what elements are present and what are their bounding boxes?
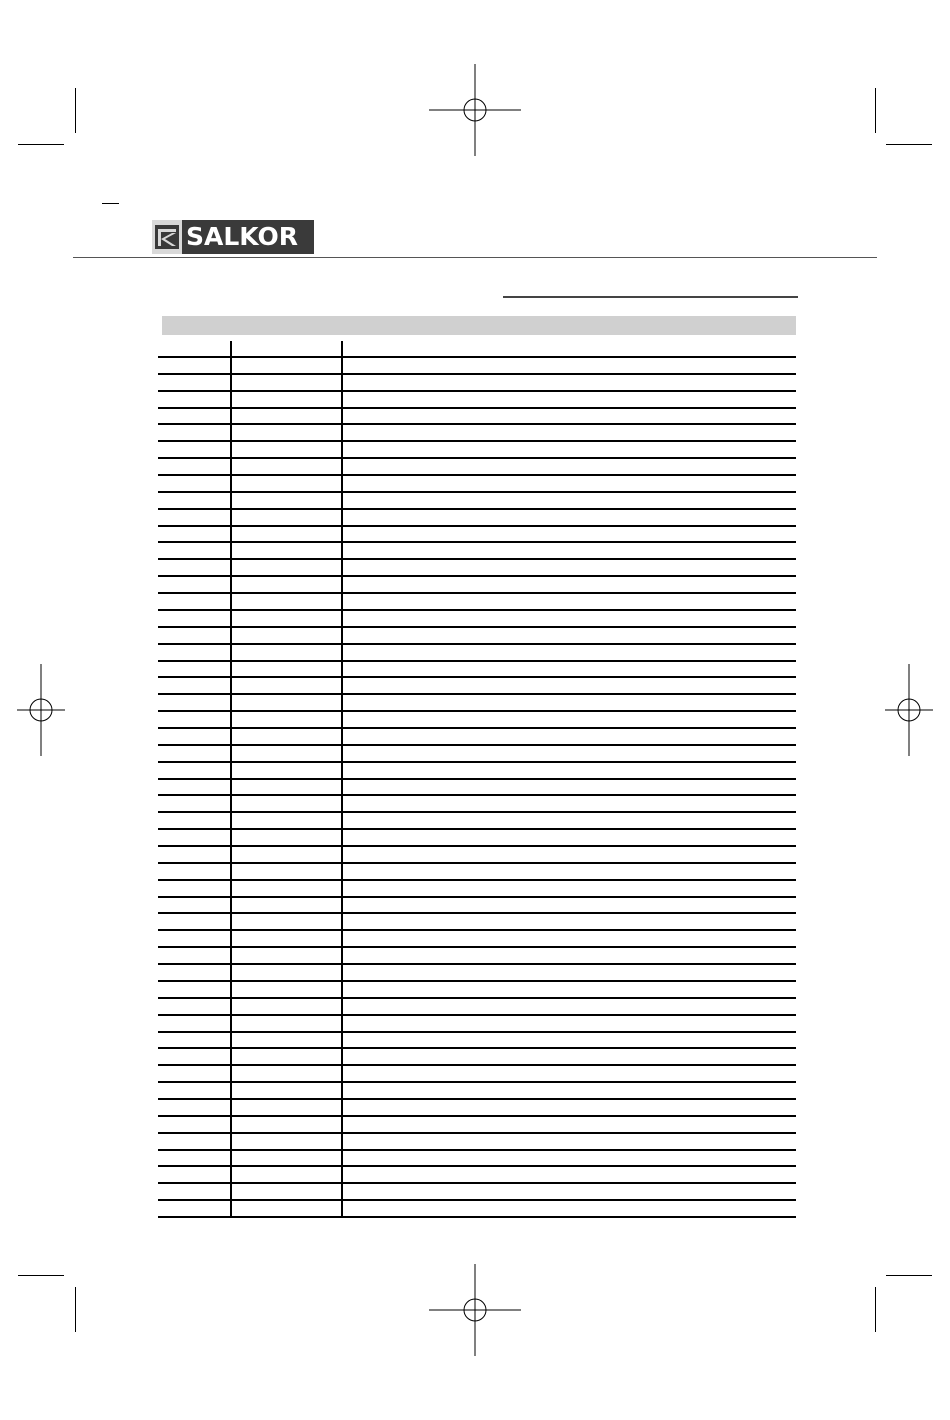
table-row <box>158 693 796 695</box>
table-row <box>158 1132 796 1134</box>
header-rule <box>73 257 877 258</box>
brand-logo-text: SALKOR <box>186 222 299 251</box>
table-row <box>158 390 796 392</box>
table-row <box>158 946 796 948</box>
table-row <box>158 963 796 965</box>
table-row <box>158 1199 796 1201</box>
table-row <box>158 1115 796 1117</box>
table-row <box>158 558 796 560</box>
table-row <box>158 609 796 611</box>
table-row <box>158 491 796 493</box>
registration-target-top-icon <box>429 64 521 156</box>
table-row <box>158 912 796 914</box>
salkor-logo-mark-icon <box>152 220 182 254</box>
crop-mark-top-right-horizontal <box>886 144 932 145</box>
table-row <box>158 1165 796 1167</box>
table-row <box>158 592 796 594</box>
table-row <box>158 1098 796 1100</box>
table-row <box>158 710 796 712</box>
table-row <box>158 676 796 678</box>
section-title-underline <box>503 296 798 298</box>
table-row <box>158 1081 796 1083</box>
table-row <box>158 407 796 409</box>
registration-target-left-icon <box>0 664 87 756</box>
table-row <box>158 457 796 459</box>
crop-mark-bottom-left-vertical <box>75 1287 76 1332</box>
table-row <box>158 845 796 847</box>
table-row <box>158 373 796 375</box>
table-row <box>158 778 796 780</box>
table-row <box>158 794 796 796</box>
table-row <box>158 862 796 864</box>
table-row <box>158 541 796 543</box>
table-row <box>158 1149 796 1151</box>
table-header-bar <box>162 316 796 335</box>
table-row <box>158 811 796 813</box>
table-row <box>158 896 796 898</box>
table-row <box>158 1064 796 1066</box>
table-row <box>158 575 796 577</box>
crop-mark-top-right-vertical <box>875 88 876 133</box>
table-row <box>158 1047 796 1049</box>
crop-mark-bottom-right-horizontal <box>886 1275 932 1276</box>
table-row <box>158 1216 796 1218</box>
crop-mark-bottom-left-horizontal <box>18 1275 64 1276</box>
table-row <box>158 356 796 358</box>
table-row <box>158 474 796 476</box>
table-row <box>158 828 796 830</box>
table-row <box>158 929 796 931</box>
crop-mark-bottom-right-vertical <box>875 1287 876 1332</box>
table-row <box>158 525 796 527</box>
table-row <box>158 423 796 425</box>
table-row <box>158 744 796 746</box>
crop-mark-top-left-vertical <box>75 88 76 133</box>
table-row <box>158 1182 796 1184</box>
page-number-dash <box>102 203 119 204</box>
crop-mark-top-left-horizontal <box>18 144 64 145</box>
table-row <box>158 761 796 763</box>
table-row <box>158 1014 796 1016</box>
table-row <box>158 440 796 442</box>
registration-target-right-icon <box>863 664 950 756</box>
table-row <box>158 626 796 628</box>
table-row <box>158 508 796 510</box>
registration-target-bottom-icon <box>429 1264 521 1356</box>
table-row <box>158 997 796 999</box>
table-row <box>158 643 796 645</box>
table-row <box>158 980 796 982</box>
table-row <box>158 660 796 662</box>
table-row <box>158 1031 796 1033</box>
table-row <box>158 879 796 881</box>
table-row <box>158 727 796 729</box>
brand-logo <box>152 220 314 254</box>
